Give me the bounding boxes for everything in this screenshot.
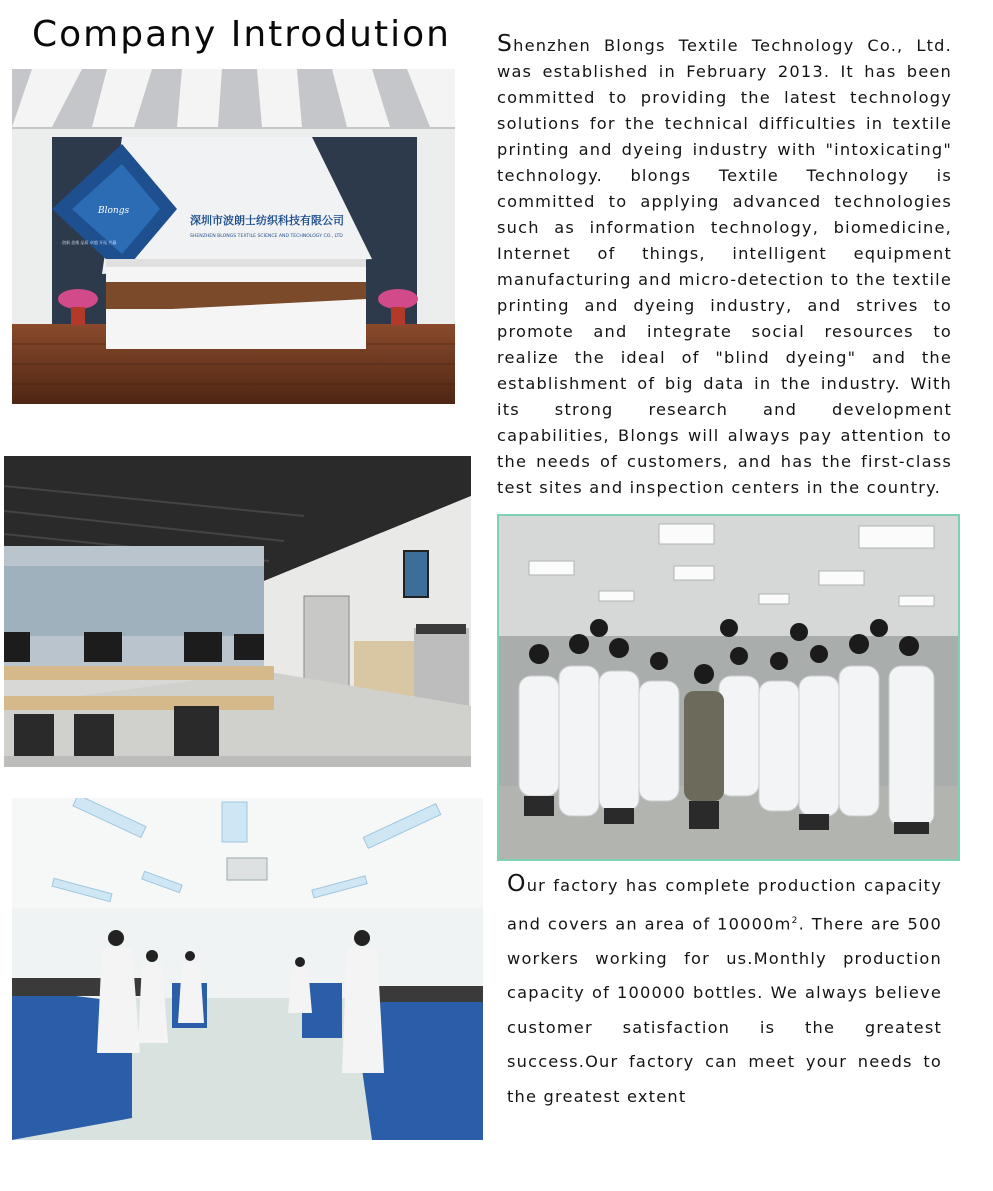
laboratory-photo xyxy=(12,798,483,1140)
intro-text: henzhen Blongs Textile Technology Co., Ltd. was established in February 2013. It has been committed to providing the latest technology solutions for the technical difficulties in textile printing and dyeing industry with "intoxicating" technology. blongs Textile Technology is committed to applying advanced technologies such as information technology, biomedicine, Internet of things, intelligent equipment manufacturing and micro-detection to the textile printing and dyeing industry, and strives to promote and integrate social resources to realize the ideal of "blind dyeing" and the establishment of big data in the industry. With its strong research and development capabilities, Blongs will always pay attention to the needs of customers, and has the first-class test sites and inspection centers in the country. xyxy=(497,36,952,497)
factory-drop-letter: O xyxy=(507,869,527,897)
factory-paragraph xyxy=(507,866,942,1115)
page-title: Company Introdution xyxy=(32,14,451,55)
team-group-photo xyxy=(497,514,960,861)
factory-text-start: ur factory has complete production capacity and covers an area of 10000m xyxy=(507,876,942,933)
area-superscript: 2 xyxy=(791,915,799,926)
sign-logo: Blongs xyxy=(98,206,130,216)
intro-paragraph xyxy=(497,30,952,501)
office-photo xyxy=(4,456,471,767)
factory-text-end: . There are 500 workers working for us.Monthly production capacity of 100000 bottles. We always believe customer satisfaction is the greatest success.Our factory can meet your needs to the greatest extent xyxy=(507,913,942,1106)
sign-slogan: 创新 思维 品质 卓越 开拓 共赢 xyxy=(62,240,117,245)
sign-chinese-name: 深圳市波朗士纺织科技有限公司 xyxy=(190,214,344,227)
sign-english-name: SHENZHEN BLONGS TEXTILE SCIENCE AND TECHNOLOGY CO., LTD xyxy=(190,234,343,239)
reception-lobby-photo xyxy=(12,69,455,404)
intro-drop-letter: S xyxy=(497,29,514,57)
